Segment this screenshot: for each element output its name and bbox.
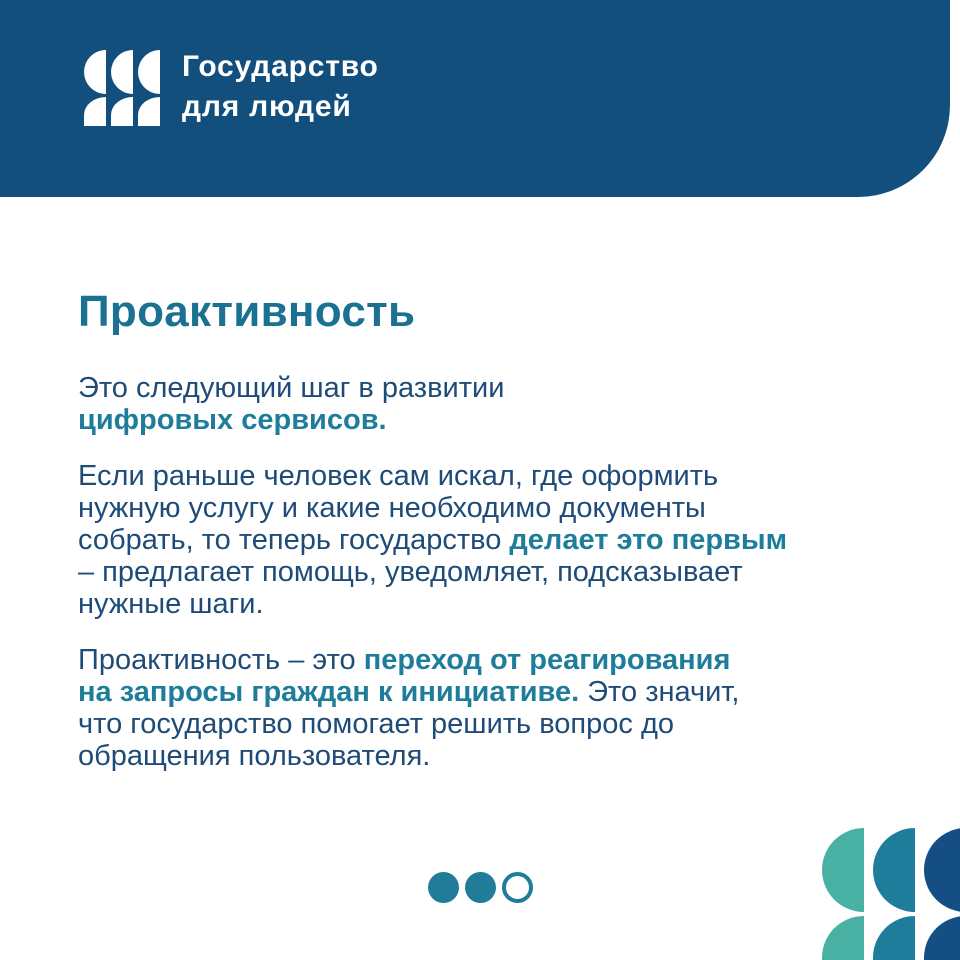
logo-sail-shape: [822, 916, 864, 960]
logo-sail-shape: [873, 916, 915, 960]
text-segment: переход от реагирования: [363, 644, 731, 676]
paragraph: [78, 644, 787, 772]
slide-title: Проактивность: [78, 287, 416, 336]
paragraph-line: [78, 492, 787, 524]
paragraph-line: [78, 460, 787, 492]
logo-column: [822, 828, 864, 960]
paragraph: [78, 372, 787, 436]
logo-sail-shape: [138, 97, 160, 126]
paragraph-line: [78, 740, 787, 772]
logo-column: [138, 50, 160, 126]
text-segment: Проактивность – это: [78, 644, 364, 676]
paragraph-line: [78, 524, 787, 556]
header-band: [0, 0, 950, 197]
brand-wordmark-line-1: Государство: [182, 50, 379, 83]
logo-halfdisc-shape: [822, 828, 864, 912]
paragraph-line: [78, 404, 787, 436]
logo-sail-shape: [111, 97, 133, 126]
text-segment: делает это первым: [509, 524, 788, 556]
brand-wordmark: [182, 47, 379, 127]
text-segment: обращения пользователя.: [78, 740, 431, 772]
logo-halfdisc-shape: [924, 828, 960, 912]
text-segment: Это значит,: [579, 676, 740, 708]
paragraph-line: [78, 676, 787, 708]
brand-wordmark-line-2: для людей: [182, 90, 352, 123]
pagination-dot[interactable]: [502, 872, 533, 903]
paragraph-line: [78, 708, 787, 740]
logo-column: [84, 50, 106, 126]
paragraph-line: [78, 644, 787, 676]
paragraph-line: [78, 372, 787, 404]
text-segment: что государство помогает решить вопрос до: [78, 708, 675, 740]
text-segment: нужные шаги.: [78, 588, 264, 620]
pagination-dot[interactable]: [428, 872, 459, 903]
carousel-pagination: [0, 872, 960, 903]
paragraph-line: [78, 588, 787, 620]
logo-halfdisc-shape: [873, 828, 915, 912]
text-segment: Если раньше человек сам искал, где оформить: [78, 460, 719, 492]
brand-logo-icon: [84, 50, 160, 126]
pagination-dot[interactable]: [465, 872, 496, 903]
logo-column: [111, 50, 133, 126]
logo-sail-shape: [84, 97, 106, 126]
logo-column: [873, 828, 915, 960]
logo-halfdisc-shape: [138, 50, 160, 94]
text-segment: Это следующий шаг в развитии: [78, 372, 505, 404]
logo-column: [924, 828, 960, 960]
text-segment: – предлагает помощь, уведомляет, подсказывает: [78, 556, 743, 588]
logo-halfdisc-shape: [84, 50, 106, 94]
paragraph-line: [78, 556, 787, 588]
paragraph: [78, 460, 787, 620]
text-segment: на запросы граждан к инициативе.: [78, 676, 580, 708]
logo-sail-shape: [924, 916, 960, 960]
slide-body: [78, 372, 787, 796]
text-segment: собрать, то теперь государство: [78, 524, 510, 556]
text-segment: нужную услугу и какие необходимо документы: [78, 492, 706, 524]
brand-logo-footer: [822, 828, 960, 960]
text-segment: цифровых сервисов.: [78, 404, 387, 436]
logo-halfdisc-shape: [111, 50, 133, 94]
